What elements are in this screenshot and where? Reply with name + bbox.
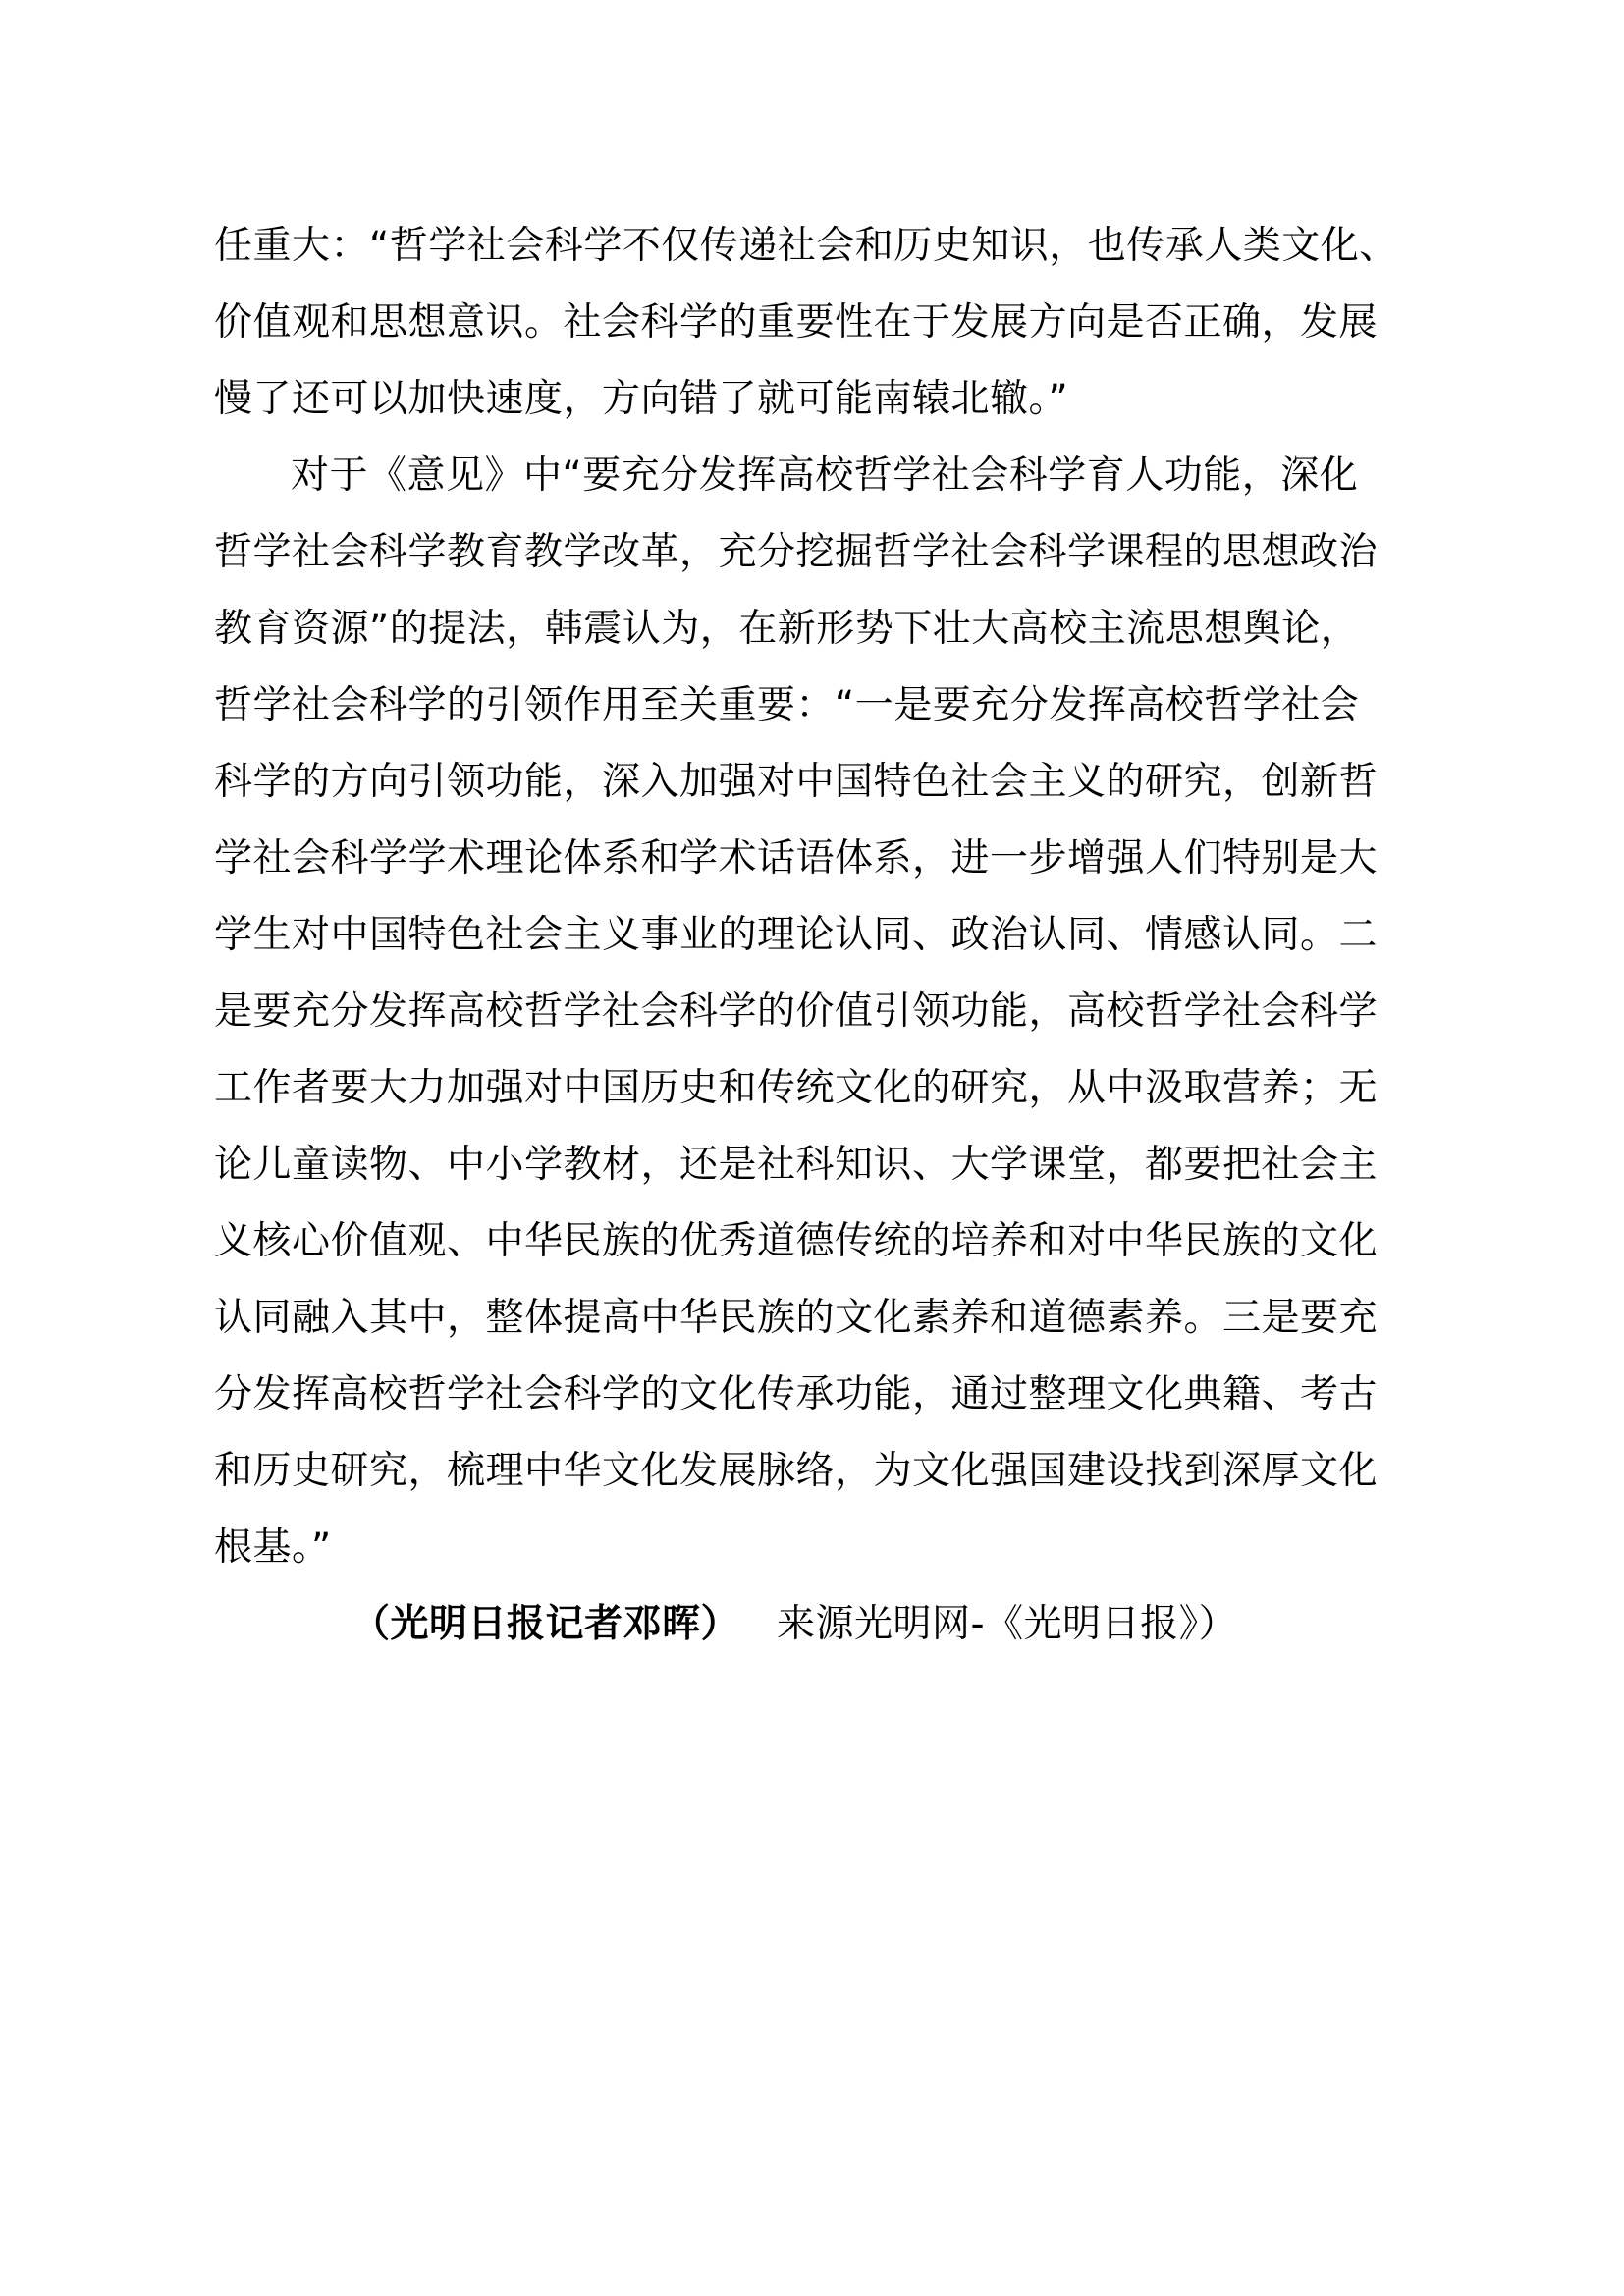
text-line: 慢了还可以加快速度，方向错了就可能南辕北辙。” [214,377,1069,421]
text-line: 分发挥高校哲学社会科学的文化传承功能，通过整理文化典籍、考古 [214,1372,1379,1416]
byline-author: （光明日报记者邓晖） [352,1602,740,1646]
text-line: 是要充分发挥高校哲学社会科学的价值引领功能，高校哲学社会科学 [214,989,1379,1034]
text-line: 学生对中国特色社会主义事业的理论认同、政治认同、情感认同。二 [214,913,1379,957]
text-line: 哲学社会科学的引领作用至关重要：“一是要充分发挥高校哲学社会 [214,683,1360,727]
byline-source: 来源光明网-《光明日报》） [777,1602,1238,1646]
text-line: 任重大：“哲学社会科学不仅传递社会和历史知识，也传承人类文化、 [214,224,1398,268]
paragraph-continuation [214,208,1414,438]
text-line: 哲学社会科学教育教学改革，充分挖掘哲学社会科学课程的思想政治 [214,530,1379,574]
article-body [214,208,1414,1663]
text-line: 工作者要大力加强对中国历史和传统文化的研究，从中汲取营养；无 [214,1066,1379,1110]
text-line: 根基。” [214,1525,332,1570]
paragraph-han-zhen-opinion [214,438,1414,1586]
text-line: 对于《意见》中“要充分发挥高校哲学社会科学育人功能，深化 [291,454,1359,498]
text-line: 认同融入其中，整体提高中华民族的文化素养和道德素养。三是要充 [214,1296,1379,1340]
text-line: 价值观和思想意识。社会科学的重要性在于发展方向是否正确，发展 [214,300,1379,345]
text-line: 论儿童读物、中小学教材，还是社科知识、大学课堂，都要把社会主 [214,1143,1379,1187]
text-line: 和历史研究，梳理中华文化发展脉络，为文化强国建设找到深厚文化 [214,1449,1379,1493]
byline [214,1586,1414,1663]
text-line: 科学的方向引领功能，深入加强对中国特色社会主义的研究，创新哲 [214,760,1379,804]
text-line: 学社会科学学术理论体系和学术话语体系，进一步增强人们特别是大 [214,836,1379,881]
text-line: 教育资源”的提法，韩震认为，在新形势下壮大高校主流思想舆论， [214,607,1360,651]
text-line: 义核心价值观、中华民族的优秀道德传统的培养和对中华民族的文化 [214,1219,1379,1263]
